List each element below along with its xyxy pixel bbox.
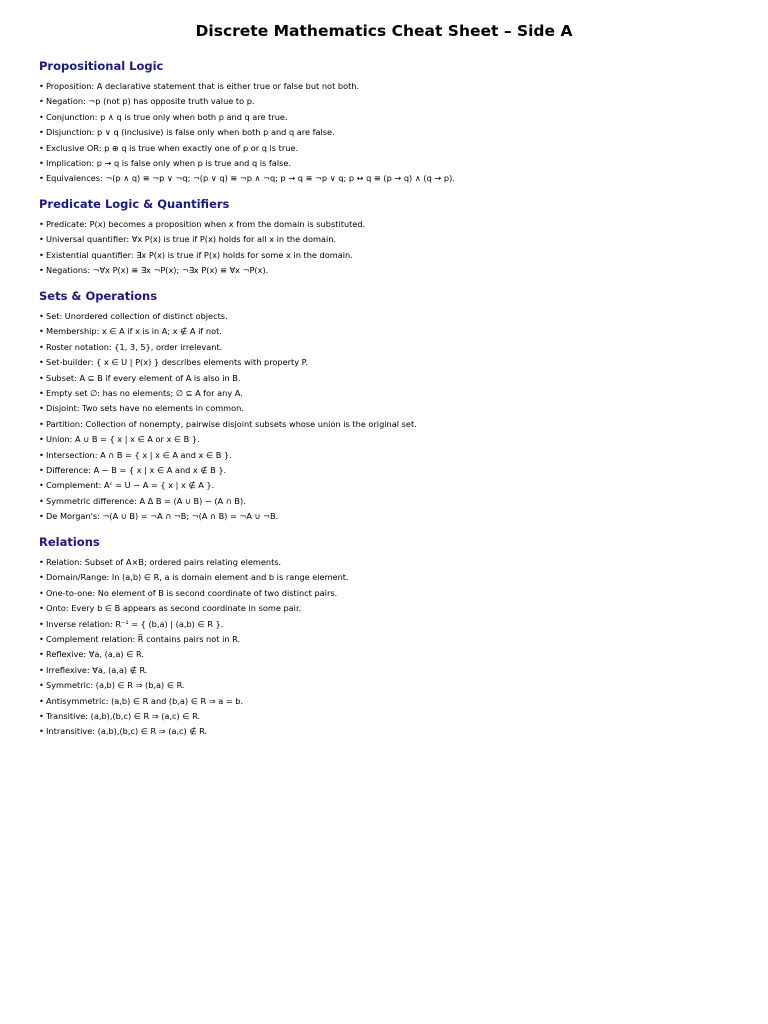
list-item [39,601,739,616]
page-title: Discrete Mathematics Cheat Sheet – Side A [195,22,573,40]
bullet-icon: • [39,711,44,722]
list-item-text: Implication: p → q is false only when p is true and q is false. [46,158,291,169]
list-item [39,401,739,416]
list-item [39,371,739,386]
bullet-icon: • [39,265,44,276]
bullet-icon: • [39,634,44,645]
list-item [39,263,739,278]
list-item [39,125,739,140]
bullet-icon: • [39,449,44,460]
bullet-icon: • [39,418,44,429]
list-item-text: Predicate: P(x) becomes a proposition when x from the domain is substituted. [46,219,366,229]
list-item-text: Equivalences: ¬(p ∧ q) ≡ ¬p ∨ ¬q; ¬(p ∨ q) ≡ ¬p ∧ ¬q; p → q ≡ ¬p ∨ q; p ↔ q ≡ (p → q) ∧ (q → p). [46,173,455,184]
bullet-icon: • [39,388,44,399]
list-item [39,463,739,478]
list-item [39,678,739,693]
section-propositional-logic [39,58,739,187]
list-item-text: Complement relation: R̅ contains pairs not in R. [46,634,241,645]
bullet-icon: • [39,587,44,598]
list-item [39,340,739,355]
list-item-text: Complement: Aᶜ = U − A = { x | x ∉ A }. [46,480,215,491]
section-relations [39,534,739,740]
list-item [39,663,739,678]
bullet-icon: • [39,357,44,368]
list-item [39,232,739,247]
bullet-icon: • [39,372,44,383]
bullet-icon: • [39,341,44,352]
list-item [39,386,739,401]
list-item-text: Onto: Every b ∈ B appears as second coordinate in some pair. [46,603,302,614]
list-item-text: One-to-one: No element of B is second coordinate of two distinct pairs. [46,587,338,598]
list-item [39,79,739,94]
bullet-icon: • [39,234,44,245]
bullet-icon: • [39,726,44,737]
bullet-icon: • [39,465,44,476]
list-item-text: Empty set ∅: has no elements; ∅ ⊆ A for any A. [46,388,243,399]
bullet-icon: • [39,480,44,491]
list-item-text: Exclusive OR: p ⊕ q is true when exactly one of p or q is true. [46,142,299,153]
list-item-text: Intersection: A ∩ B = { x | x ∈ A and x ∈ B }. [46,449,232,460]
bullet-icon: • [39,158,44,169]
list-item-text: Irreflexive: ∀a, (a,a) ∉ R. [46,664,148,675]
list-item [39,432,739,447]
list-item [39,171,739,186]
list-item [39,632,739,647]
bullet-icon: • [39,173,44,184]
list-item [39,494,739,509]
list-item [39,141,739,156]
list-item-text: Disjoint: Two sets have no elements in common. [46,403,244,414]
list-item-text: Relation: Subset of A×B; ordered pairs relating elements. [46,557,282,567]
list-item [39,647,739,662]
list-item-text: Inverse relation: R⁻¹ = { (b,a) | (a,b) ∈ R }. [46,618,224,629]
bullet-icon: • [39,434,44,445]
item-list [39,79,739,187]
list-item [39,156,739,171]
list-item-text: Domain/Range: In (a,b) ∈ R, a is domain element and b is range element. [46,572,349,583]
list-item [39,724,739,739]
list-item-text: Partition: Collection of nonempty, pairwise disjoint subsets whose union is the original set. [46,418,417,429]
list-item [39,324,739,339]
list-item [39,570,739,585]
list-item-text: Set: Unordered collection of distinct objects. [46,311,228,321]
list-item [39,248,739,263]
list-item-text: Negation: ¬p (not p) has opposite truth value to p. [46,96,255,107]
list-item-text: Union: A ∪ B = { x | x ∈ A or x ∈ B }. [46,434,200,445]
bullet-icon: • [39,557,44,567]
bullet-icon: • [39,142,44,153]
item-list [39,309,739,525]
bullet-icon: • [39,695,44,706]
bullet-icon: • [39,249,44,260]
list-item [39,694,739,709]
section-predicate-logic [39,196,739,279]
list-item-text: Antisymmetric: (a,b) ∈ R and (b,a) ∈ R ⇒ a = b. [46,695,244,706]
list-item-text: Transitive: (a,b),(b,c) ∈ R ⇒ (a,c) ∈ R. [46,711,201,722]
list-item-text: Universal quantifier: ∀x P(x) is true if P(x) holds for all x in the domain. [46,234,337,245]
list-item-text: Reflexive: ∀a, (a,a) ∈ R. [46,649,144,660]
bullet-icon: • [39,81,44,91]
list-item [39,110,739,125]
list-item-text: Proposition: A declarative statement that is either true or false but not both. [46,81,360,91]
list-item-text: Difference: A − B = { x | x ∈ A and x ∉ B }. [46,465,227,476]
item-list [39,555,739,740]
list-item [39,355,739,370]
bullet-icon: • [39,618,44,629]
list-item-text: Negations: ¬∀x P(x) ≡ ∃x ¬P(x); ¬∃x P(x) ≡ ∀x ¬P(x). [46,265,269,276]
section-heading: Sets & Operations [39,289,158,303]
section-sets-operations [39,288,739,525]
list-item [39,617,739,632]
list-item-text: Disjunction: p ∨ q (inclusive) is false only when both p and q are false. [46,127,335,138]
list-item [39,709,739,724]
bullet-icon: • [39,511,44,522]
list-item [39,309,739,324]
section-heading: Predicate Logic & Quantifiers [39,197,230,211]
bullet-icon: • [39,664,44,675]
bullet-icon: • [39,495,44,506]
list-item-text: Subset: A ⊆ B if every element of A is also in B. [46,372,241,383]
list-item-text: Membership: x ∈ A if x is in A; x ∉ A if not. [46,326,222,337]
bullet-icon: • [39,219,44,229]
list-item-text: Roster notation: {1, 3, 5}, order irrelevant. [46,341,223,352]
bullet-icon: • [39,572,44,583]
list-item [39,448,739,463]
item-list [39,217,739,279]
bullet-icon: • [39,603,44,614]
list-item-text: Set-builder: { x ∈ U | P(x) } describes elements with property P. [46,357,308,368]
list-item [39,94,739,109]
list-item [39,509,739,524]
bullet-icon: • [39,111,44,122]
list-item [39,586,739,601]
section-heading: Propositional Logic [39,59,164,73]
list-item-text: De Morgan's: ¬(A ∪ B) = ¬A ∩ ¬B; ¬(A ∩ B) = ¬A ∪ ¬B. [46,511,279,522]
bullet-icon: • [39,403,44,414]
bullet-icon: • [39,649,44,660]
list-item-text: Intransitive: (a,b),(b,c) ∈ R ⇒ (a,c) ∉ R. [46,726,208,737]
list-item-text: Conjunction: p ∧ q is true only when both p and q are true. [46,111,288,122]
list-item [39,555,739,570]
list-item [39,217,739,232]
bullet-icon: • [39,680,44,691]
list-item-text: Symmetric difference: A Δ B = (A ∪ B) − (A ∩ B). [46,495,246,506]
bullet-icon: • [39,326,44,337]
list-item [39,478,739,493]
bullet-icon: • [39,127,44,138]
bullet-icon: • [39,311,44,321]
list-item [39,417,739,432]
list-item-text: Symmetric: (a,b) ∈ R ⇒ (b,a) ∈ R. [46,680,185,691]
bullet-icon: • [39,96,44,107]
section-heading: Relations [39,535,100,549]
list-item-text: Existential quantifier: ∃x P(x) is true if P(x) holds for some x in the domain. [46,249,353,260]
